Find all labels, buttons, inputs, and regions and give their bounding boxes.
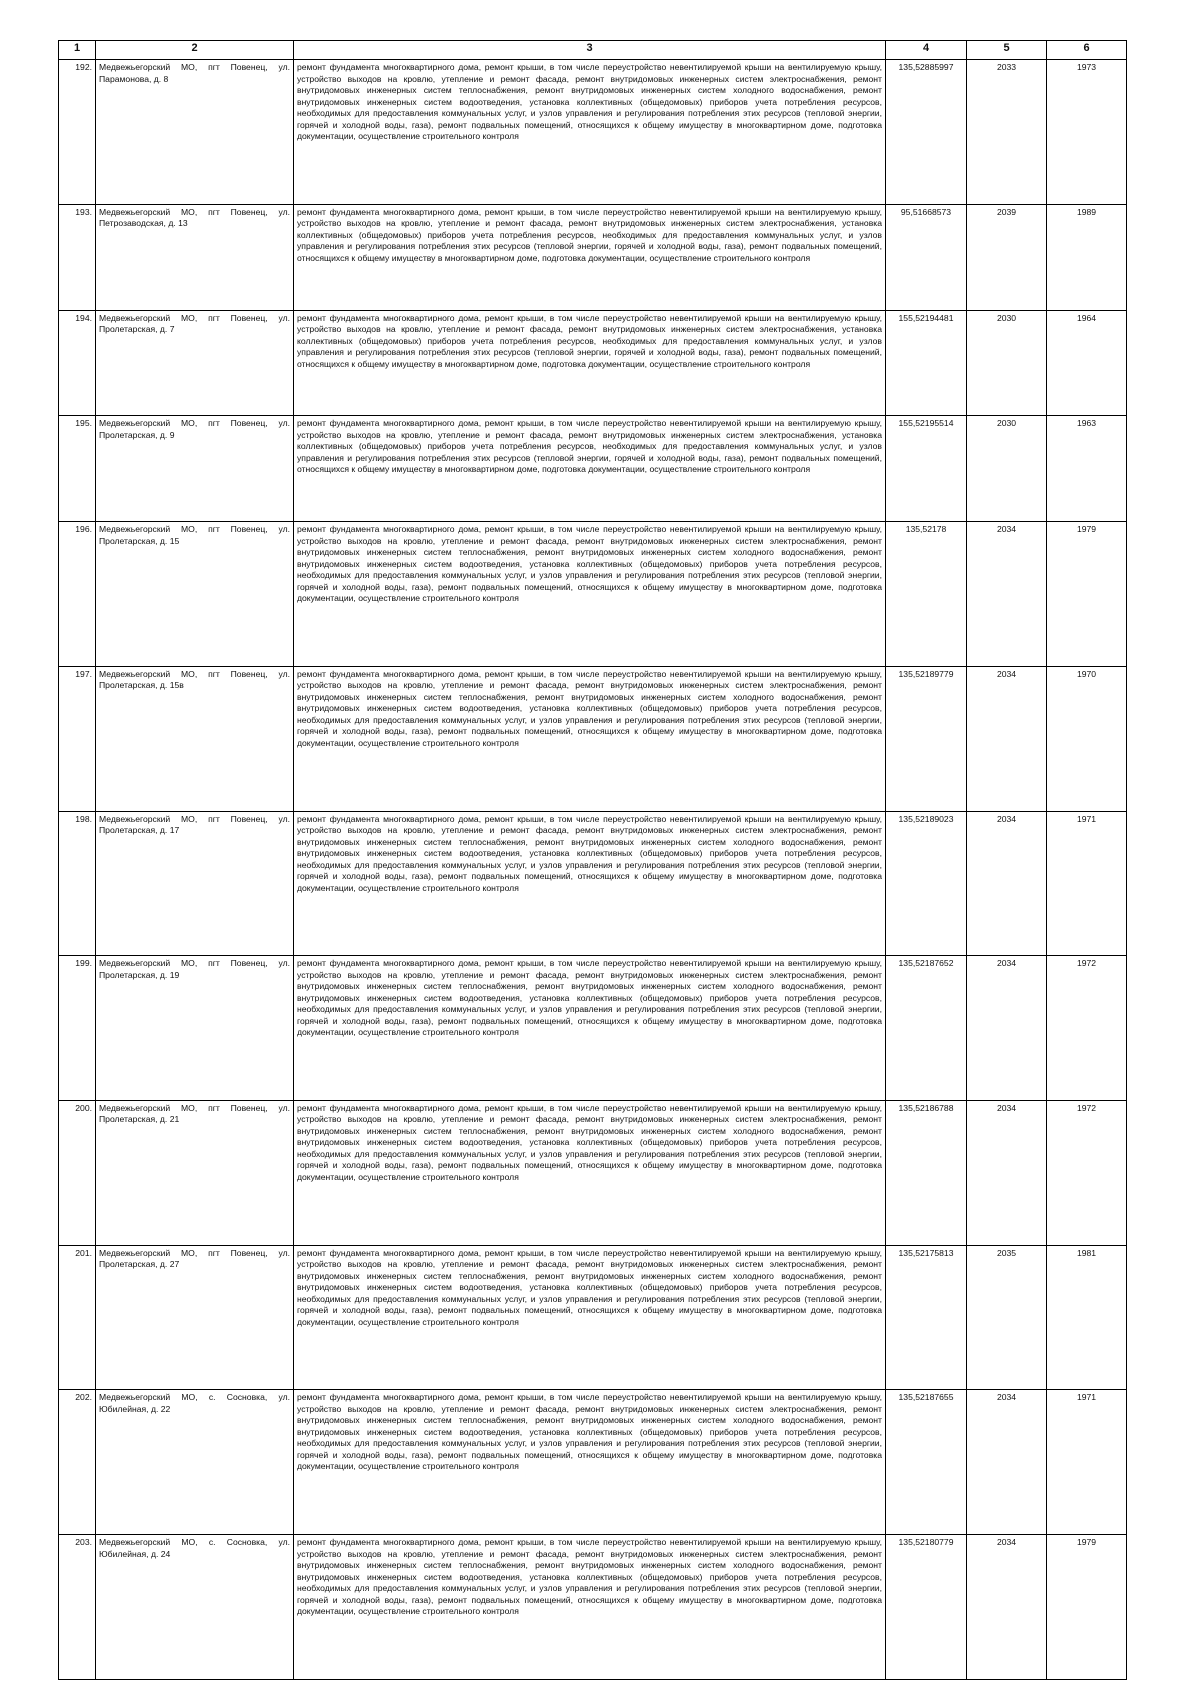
table-row [59, 1390, 1127, 1535]
table-row [59, 522, 1127, 667]
table-row [59, 204, 1127, 310]
built-year-cell: 1972 [1047, 1100, 1127, 1245]
table-row [59, 956, 1127, 1101]
built-year-cell: 1972 [1047, 956, 1127, 1101]
cost-cell: 135,52186788 [886, 1100, 967, 1245]
cost-cell: 135,52187652 [886, 956, 967, 1101]
row-number: 197. [59, 666, 96, 811]
planned-year-cell: 2034 [967, 1390, 1047, 1535]
table-row [59, 1535, 1127, 1680]
planned-year-cell: 2034 [967, 956, 1047, 1101]
row-number: 200. [59, 1100, 96, 1245]
column-header-3: 3 [294, 41, 886, 60]
column-header-5: 5 [967, 41, 1047, 60]
planned-year-cell: 2030 [967, 416, 1047, 522]
built-year-cell: 1970 [1047, 666, 1127, 811]
table-row [59, 666, 1127, 811]
row-number: 195. [59, 416, 96, 522]
row-number: 193. [59, 204, 96, 310]
works-cell: ремонт фундамента многоквартирного дома, ремонт крыши, в том числе переустройство невентилируемой крыши на вентилируемую крышу, устройство выходов на кровлю, утепление и ремонт фасада, ремонт внутридомовых инженерных систем электроснабжения, ремонт внутридомовых инженерных систем теплоснабжения, ремонт внутридомовых инженерных систем холодного водоснабжения, ремонт внутридомовых инженерных систем водоотведения, установка коллективных (общедомовых) приборов учета потребления ресурсов, необходимых для предоставления коммунальных услуг, и узлов управления и регулирования потребления этих ресурсов (тепловой энергии, горячей и холодной воды, газа), ремонт подвальных помещений, относящихся к общему имуществу в многоквартирном доме, подготовка документации, осуществление строительного контроля [294, 1245, 886, 1390]
address-cell: Медвежьегорский МО, пгт Повенец, ул. Пролетарская, д. 27 [96, 1245, 294, 1390]
built-year-cell: 1971 [1047, 1390, 1127, 1535]
table-row [59, 416, 1127, 522]
planned-year-cell: 2035 [967, 1245, 1047, 1390]
row-number: 202. [59, 1390, 96, 1535]
address-cell: Медвежьегорский МО, пгт Повенец, ул. Парамонова, д. 8 [96, 60, 294, 205]
planned-year-cell: 2034 [967, 666, 1047, 811]
address-cell: Медвежьегорский МО, пгт Повенец, ул. Пролетарская, д. 19 [96, 956, 294, 1101]
works-cell: ремонт фундамента многоквартирного дома, ремонт крыши, в том числе переустройство невентилируемой крыши на вентилируемую крышу, устройство выходов на кровлю, утепление и ремонт фасада, ремонт внутридомовых инженерных систем электроснабжения, ремонт внутридомовых инженерных систем теплоснабжения, ремонт внутридомовых инженерных систем холодного водоснабжения, ремонт внутридомовых инженерных систем водоотведения, установка коллективных (общедомовых) приборов учета потребления ресурсов, необходимых для предоставления коммунальных услуг, и узлов управления и регулирования потребления этих ресурсов (тепловой энергии, горячей и холодной воды, газа), ремонт подвальных помещений, относящихся к общему имуществу в многоквартирном доме, подготовка документации, осуществление строительного контроля [294, 1100, 886, 1245]
address-cell: Медвежьегорский МО, пгт Повенец, ул. Пролетарская, д. 9 [96, 416, 294, 522]
column-header-4: 4 [886, 41, 967, 60]
planned-year-cell: 2034 [967, 1535, 1047, 1680]
works-cell: ремонт фундамента многоквартирного дома, ремонт крыши, в том числе переустройство невентилируемой крыши на вентилируемую крышу, устройство выходов на кровлю, утепление и ремонт фасада, ремонт внутридомовых инженерных систем электроснабжения, ремонт внутридомовых инженерных систем теплоснабжения, ремонт внутридомовых инженерных систем холодного водоснабжения, ремонт внутридомовых инженерных систем водоотведения, установка коллективных (общедомовых) приборов учета потребления ресурсов, необходимых для предоставления коммунальных услуг, и узлов управления и регулирования потребления этих ресурсов (тепловой энергии, горячей и холодной воды, газа), ремонт подвальных помещений, относящихся к общему имуществу в многоквартирном доме, подготовка документации, осуществление строительного контроля [294, 1390, 886, 1535]
address-cell: Медвежьегорский МО, пгт Повенец, ул. Пролетарская, д. 15 [96, 522, 294, 667]
built-year-cell: 1971 [1047, 811, 1127, 956]
built-year-cell: 1979 [1047, 1535, 1127, 1680]
cost-cell: 155,52195514 [886, 416, 967, 522]
works-cell: ремонт фундамента многоквартирного дома, ремонт крыши, в том числе переустройство невентилируемой крыши на вентилируемую крышу, устройство выходов на кровлю, утепление и ремонт фасада, ремонт внутридомовых инженерных систем электроснабжения, ремонт внутридомовых инженерных систем теплоснабжения, ремонт внутридомовых инженерных систем холодного водоснабжения, ремонт внутридомовых инженерных систем водоотведения, установка коллективных (общедомовых) приборов учета потребления ресурсов, необходимых для предоставления коммунальных услуг, и узлов управления и регулирования потребления этих ресурсов (тепловой энергии, горячей и холодной воды, газа), ремонт подвальных помещений, относящихся к общему имуществу в многоквартирном доме, подготовка документации, осуществление строительного контроля [294, 956, 886, 1101]
cost-cell: 135,52189023 [886, 811, 967, 956]
address-cell: Медвежьегорский МО, пгт Повенец, ул. Пролетарская, д. 7 [96, 310, 294, 416]
works-cell: ремонт фундамента многоквартирного дома, ремонт крыши, в том числе переустройство невентилируемой крыши на вентилируемую крышу, устройство выходов на кровлю, утепление и ремонт фасада, ремонт внутридомовых инженерных систем электроснабжения, ремонт внутридомовых инженерных систем теплоснабжения, ремонт внутридомовых инженерных систем холодного водоснабжения, ремонт внутридомовых инженерных систем водоотведения, установка коллективных (общедомовых) приборов учета потребления ресурсов, необходимых для предоставления коммунальных услуг, и узлов управления и регулирования потребления этих ресурсов (тепловой энергии, горячей и холодной воды, газа), ремонт подвальных помещений, относящихся к общему имуществу в многоквартирном доме, подготовка документации, осуществление строительного контроля [294, 811, 886, 956]
address-cell: Медвежьегорский МО, пгт Повенец, ул. Пролетарская, д. 15в [96, 666, 294, 811]
cost-cell: 135,52178 [886, 522, 967, 667]
cost-cell: 135,52175813 [886, 1245, 967, 1390]
cost-cell: 135,52885997 [886, 60, 967, 205]
works-cell: ремонт фундамента многоквартирного дома, ремонт крыши, в том числе переустройство невентилируемой крыши на вентилируемую крышу, устройство выходов на кровлю, утепление и ремонт фасада, ремонт внутридомовых инженерных систем электроснабжения, установка коллективных (общедомовых) приборов учета потребления ресурсов, необходимых для предоставления коммунальных услуг, и узлов управления и регулирования потребления этих ресурсов (тепловой энергии, горячей и холодной воды, газа), ремонт подвальных помещений, относящихся к общему имуществу в многоквартирном доме, подготовка документации, осуществление строительного контроля [294, 310, 886, 416]
address-cell: Медвежьегорский МО, пгт Повенец, ул. Петрозаводская, д. 13 [96, 204, 294, 310]
built-year-cell: 1973 [1047, 60, 1127, 205]
works-cell: ремонт фундамента многоквартирного дома, ремонт крыши, в том числе переустройство невентилируемой крыши на вентилируемую крышу, устройство выходов на кровлю, утепление и ремонт фасада, ремонт внутридомовых инженерных систем электроснабжения, ремонт внутридомовых инженерных систем теплоснабжения, ремонт внутридомовых инженерных систем холодного водоснабжения, ремонт внутридомовых инженерных систем водоотведения, установка коллективных (общедомовых) приборов учета потребления ресурсов, необходимых для предоставления коммунальных услуг, и узлов управления и регулирования потребления этих ресурсов (тепловой энергии, горячей и холодной воды, газа), ремонт подвальных помещений, относящихся к общему имуществу в многоквартирном доме, подготовка документации, осуществление строительного контроля [294, 666, 886, 811]
planned-year-cell: 2034 [967, 522, 1047, 667]
works-cell: ремонт фундамента многоквартирного дома, ремонт крыши, в том числе переустройство невентилируемой крыши на вентилируемую крышу, устройство выходов на кровлю, утепление и ремонт фасада, ремонт внутридомовых инженерных систем электроснабжения, ремонт внутридомовых инженерных систем теплоснабжения, ремонт внутридомовых инженерных систем холодного водоснабжения, ремонт внутридомовых инженерных систем водоотведения, установка коллективных (общедомовых) приборов учета потребления ресурсов, необходимых для предоставления коммунальных услуг, и узлов управления и регулирования потребления этих ресурсов (тепловой энергии, горячей и холодной воды, газа), ремонт подвальных помещений, относящихся к общему имуществу в многоквартирном доме, подготовка документации, осуществление строительного контроля [294, 1535, 886, 1680]
cost-cell: 155,52194481 [886, 310, 967, 416]
row-number: 192. [59, 60, 96, 205]
table-row [59, 310, 1127, 416]
built-year-cell: 1979 [1047, 522, 1127, 667]
works-cell: ремонт фундамента многоквартирного дома, ремонт крыши, в том числе переустройство невентилируемой крыши на вентилируемую крышу, устройство выходов на кровлю, утепление и ремонт фасада, ремонт внутридомовых инженерных систем электроснабжения, ремонт внутридомовых инженерных систем теплоснабжения, ремонт внутридомовых инженерных систем холодного водоснабжения, ремонт внутридомовых инженерных систем водоотведения, установка коллективных (общедомовых) приборов учета потребления ресурсов, необходимых для предоставления коммунальных услуг, и узлов управления и регулирования потребления этих ресурсов (тепловой энергии, горячей и холодной воды, газа), ремонт подвальных помещений, относящихся к общему имуществу в многоквартирном доме, подготовка документации, осуществление строительного контроля [294, 522, 886, 667]
built-year-cell: 1963 [1047, 416, 1127, 522]
address-cell: Медвежьегорский МО, с. Сосновка, ул. Юбилейная, д. 24 [96, 1535, 294, 1680]
works-cell: ремонт фундамента многоквартирного дома, ремонт крыши, в том числе переустройство невентилируемой крыши на вентилируемую крышу, устройство выходов на кровлю, утепление и ремонт фасада, ремонт внутридомовых инженерных систем электроснабжения, установка коллективных (общедомовых) приборов учета потребления ресурсов, необходимых для предоставления коммунальных услуг, и узлов управления и регулирования потребления этих ресурсов (тепловой энергии, горячей и холодной воды, газа), ремонт подвальных помещений, относящихся к общему имуществу в многоквартирном доме, подготовка документации, осуществление строительного контроля [294, 416, 886, 522]
planned-year-cell: 2039 [967, 204, 1047, 310]
row-number: 194. [59, 310, 96, 416]
header-row [59, 41, 1127, 60]
column-header-6: 6 [1047, 41, 1127, 60]
table-row [59, 811, 1127, 956]
table-row [59, 1245, 1127, 1390]
row-number: 196. [59, 522, 96, 667]
cost-cell: 135,52187655 [886, 1390, 967, 1535]
cost-cell: 135,52180779 [886, 1535, 967, 1680]
cost-cell: 95,51668573 [886, 204, 967, 310]
built-year-cell: 1981 [1047, 1245, 1127, 1390]
works-cell: ремонт фундамента многоквартирного дома, ремонт крыши, в том числе переустройство невентилируемой крыши на вентилируемую крышу, устройство выходов на кровлю, утепление и ремонт фасада, ремонт внутридомовых инженерных систем электроснабжения, ремонт внутридомовых инженерных систем теплоснабжения, ремонт внутридомовых инженерных систем холодного водоснабжения, ремонт внутридомовых инженерных систем водоотведения, установка коллективных (общедомовых) приборов учета потребления ресурсов, необходимых для предоставления коммунальных услуг, и узлов управления и регулирования потребления этих ресурсов (тепловой энергии, горячей и холодной воды, газа), ремонт подвальных помещений, относящихся к общему имуществу в многоквартирном доме, подготовка документации, осуществление строительного контроля [294, 60, 886, 205]
row-number: 201. [59, 1245, 96, 1390]
table-row [59, 1100, 1127, 1245]
built-year-cell: 1964 [1047, 310, 1127, 416]
column-header-2: 2 [96, 41, 294, 60]
cost-cell: 135,52189779 [886, 666, 967, 811]
table-body [59, 60, 1127, 1680]
table-row [59, 60, 1127, 205]
built-year-cell: 1989 [1047, 204, 1127, 310]
planned-year-cell: 2034 [967, 1100, 1047, 1245]
row-number: 203. [59, 1535, 96, 1680]
column-header-1: 1 [59, 41, 96, 60]
row-number: 199. [59, 956, 96, 1101]
address-cell: Медвежьегорский МО, пгт Повенец, ул. Пролетарская, д. 21 [96, 1100, 294, 1245]
works-cell: ремонт фундамента многоквартирного дома, ремонт крыши, в том числе переустройство невентилируемой крыши на вентилируемую крышу, устройство выходов на кровлю, утепление и ремонт фасада, ремонт внутридомовых инженерных систем электроснабжения, установка коллективных (общедомовых) приборов учета потребления ресурсов, необходимых для предоставления коммунальных услуг, и узлов управления и регулирования потребления этих ресурсов (тепловой энергии, горячей и холодной воды, газа), ремонт подвальных помещений, относящихся к общему имуществу в многоквартирном доме, подготовка документации, осуществление строительного контроля [294, 204, 886, 310]
row-number: 198. [59, 811, 96, 956]
address-cell: Медвежьегорский МО, пгт Повенец, ул. Пролетарская, д. 17 [96, 811, 294, 956]
planned-year-cell: 2030 [967, 310, 1047, 416]
planned-year-cell: 2034 [967, 811, 1047, 956]
address-cell: Медвежьегорский МО, с. Сосновка, ул. Юбилейная, д. 22 [96, 1390, 294, 1535]
planned-year-cell: 2033 [967, 60, 1047, 205]
capital-repair-table [58, 40, 1127, 1680]
